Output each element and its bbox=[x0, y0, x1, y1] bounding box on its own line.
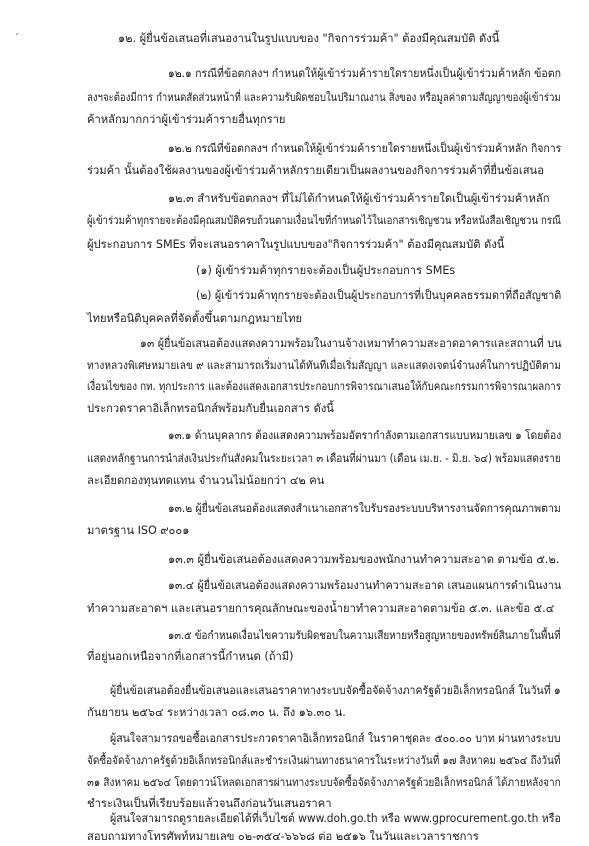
line-12-3-sub-1: (๑) ผู้เข้าร่วมค้าทุกรายจะต้องเป็นผู้ประกอบการ SMEs bbox=[196, 264, 456, 277]
line-13-a: ๑๓ ผู้ยื่นข้อเสนอต้องแสดงความพร้อมในงานจ้างเหมาทำความสะอาดอาคารและสถานที่ บน bbox=[140, 337, 562, 350]
line-12-3-c: ผู้ประกอบการ SMEs ที่จะเสนอราคาในรูปแบบของ"กิจการร่วมค้า" ต้องมีคุณสมบัติ ดังนี้ bbox=[87, 238, 505, 251]
line-12-2-b: ร่วมค้า นั้นต้องใช้ผลงานของผู้เข้าร่วมค้าหลักรายเดียวเป็นผลงานของกิจการร่วมค้าที่ยื่นข้อเสนอ bbox=[87, 164, 544, 177]
line-13-5-a: ๑๓.๕ ข้อกำหนดเงื่อนไขความรับผิดชอบในความเสียหายหรือสูญหายของทรัพย์สินภายในพื้นที่ bbox=[168, 629, 561, 642]
line-13-2-a: ๑๓.๒ ผู้ยื่นข้อเสนอต้องแสดงสำเนาเอกสารใบรับรองระบบบริหารงานจัดการคุณภาพตาม bbox=[168, 502, 561, 515]
line-12-1-c: ค้าหลักมากกว่าผู้เข้าร่วมค้ารายอื่นทุกราย bbox=[87, 113, 286, 126]
cropped-top-line bbox=[0, 0, 589, 45]
line-purchase-d: ชำระเงินเป็นที่เรียบร้อยแล้วจนถึงก่อนวันเสนอราคา bbox=[87, 797, 332, 810]
line-contact-b: สอบถามทางโทรศัพท์หมายเลข ๐๒-๓๕๔-๖๖๖๘ ต่อ ๒๕๑๖ ในวันและเวลาราชการ bbox=[87, 830, 479, 843]
line-contact-a: ผู้สนใจสามารถดูรายละเอียดได้ที่เว็บไซต์ www.doh.go.th หรือ www.gprocurement.go.th หรือ bbox=[110, 812, 561, 825]
line-12-3-sub-2b: ไทยหรือนิติบุคคลที่จัดตั้งขึ้นตามกฎหมายไทย bbox=[87, 312, 303, 325]
line-13-b: ทางหลวงพิเศษหมายเลข ๙ และสามารถเริ่มงานได้ทันทีเมื่อเริ่มสัญญา และแสดงเจตน์จำนงค์ในการปฏิบัติตาม bbox=[87, 359, 561, 372]
line-13-1-c: ละเอียดกองทุนทดแทน จำนวนไม่น้อยกว่า ๔๒ คน bbox=[87, 474, 325, 487]
line-12-1-a: ๑๒.๑ กรณีที่ข้อตกลงฯ กำหนดให้ผู้เข้าร่วมค้ารายใดรายหนึ่งเป็นผู้เข้าร่วมค้าหลัก ข้อตก bbox=[168, 67, 562, 80]
line-13-1-b: แสดงหลักฐานการนำส่งเงินประกันสังคมในระยะเวลา ๓ เดือนที่ผ่านมา (เดือน เม.ย. - มิ.ย. ๖๔) พร้อมแสดงราย bbox=[87, 452, 561, 465]
line-13-d: ประกวดราคาอิเล็กทรอนิกส์พร้อมกับยื่นเอกสาร ดังนี้ bbox=[87, 402, 334, 415]
line-13-2-b: มาตรฐาน ISO ๙๐๐๑ bbox=[87, 524, 190, 537]
line-12-3-sub-2a: (๒) ผู้เข้าร่วมค้าทุกรายจะต้องเป็นผู้ประกอบการที่เป็นบุคคลธรรมดาที่ถือสัญชาติ bbox=[196, 289, 562, 302]
line-13-4-a: ๑๓.๔ ผู้ยื่นข้อเสนอต้องแสดงความพร้อมงานทำความสะอาด เสนอแผนการดำเนินงาน bbox=[168, 579, 562, 592]
line-submission-b: กันยายน ๒๕๖๔ ระหว่างเวลา ๐๘.๓๐ น. ถึง ๑๖.๓๐ น. bbox=[87, 706, 346, 719]
line-13-5-b: ที่อยู่นอกเหนือจากที่เอกสารนี้กำหนด (ถ้ามี) bbox=[87, 650, 294, 663]
line-13-c: เงื่อนไขของ กท. ทุกประการ และต้องแสดงเอกสารประกอบการพิจารณาเสนอให้กับคณะกรรมการพิจารณาผลการ bbox=[87, 380, 562, 393]
line-purchase-a: ผู้สนใจสามารถขอซื้อเอกสารประกวดราคาอิเล็กทรอนิกส์ ในราคาชุดละ ๕๐๐.๐๐ บาท ผ่านทางระบบ bbox=[110, 732, 561, 745]
line-purchase-c: ๓๑ สิงหาคม ๒๕๖๔ โดยดาวน์โหลดเอกสารผ่านทางระบบจัดซื้อจัดจ้างภาครัฐด้วยอิเล็กทรอนิกส์ ได้ภายหลังจาก bbox=[87, 776, 561, 789]
line-13-4-b: ทำความสะอาดฯ และเสนอรายการคุณลักษณะของน้ำยาทำความสะอาดตามข้อ ๕.๓. และข้อ ๕.๔ bbox=[87, 602, 555, 615]
line-13-1-a: ๑๓.๑ ด้านบุคลากร ต้องแสดงความพร้อมอัตรากำลังตามเอกสารแบบหมายเลข ๑ โดยต้อง bbox=[168, 429, 562, 442]
line-12-1-b: ลงฯจะต้องมีการ กำหนดสัดส่วนหน้าที่ และความรับผิดชอบในปริมาณงาน สิ่งของ หรือมูลค่าตามสัญญาของผู้เข้าร่วม bbox=[87, 91, 561, 104]
line-13-3: ๑๓.๓ ผู้ยื่นข้อเสนอต้องแสดงความพร้อมของพนักงานทำความสะอาด ตามข้อ ๕.๒. bbox=[168, 553, 560, 566]
line-12-2-a: ๑๒.๒ กรณีที่ข้อตกลงฯ กำหนดให้ผู้เข้าร่วมค้ารายใดรายหนึ่งเป็นผู้เข้าร่วมค้าหลัก กิจการ bbox=[168, 142, 562, 155]
page-corner-mark: ´ bbox=[14, 33, 19, 44]
line-12-3-a: ๑๒.๓ สำหรับข้อตกลงฯ ที่ไม่ได้กำหนดให้ผู้เข้าร่วมค้ารายใดเป็นผู้เข้าร่วมค้าหลัก bbox=[168, 192, 550, 205]
line-cropped: ๑๒. ผู้ยื่นข้อเสนอที่เสนองานในรูปแบบของ "กิจการร่วมค้า" ต้องมีคุณสมบัติ ดังนี้ bbox=[118, 32, 500, 45]
line-purchase-b: จัดซื้อจัดจ้างภาครัฐด้วยอิเล็กทรอนิกส์และชำระเงินผ่านทางธนาคารในระหว่างวันที่ ๑๗ สิงหาคม ๒๕๖๔ ถึงวันที่ bbox=[87, 754, 561, 767]
line-12-3-b: ผู้เข้าร่วมค้าทุกรายจะต้องมีคุณสมบัติครบถ้วนตามเงื่อนไขที่กำหนดไว้ในเอกสารเชิญชวน หรือหนังสือเชิญชวน กรณี bbox=[87, 214, 561, 227]
line-submission-a: ผู้ยื่นข้อเสนอต้องยื่นข้อเสนอและเสนอราคาทางระบบจัดซื้อจัดจ้างภาครัฐด้วยอิเล็กทรอนิกส์ ในวันที่ ๑ bbox=[110, 684, 561, 697]
